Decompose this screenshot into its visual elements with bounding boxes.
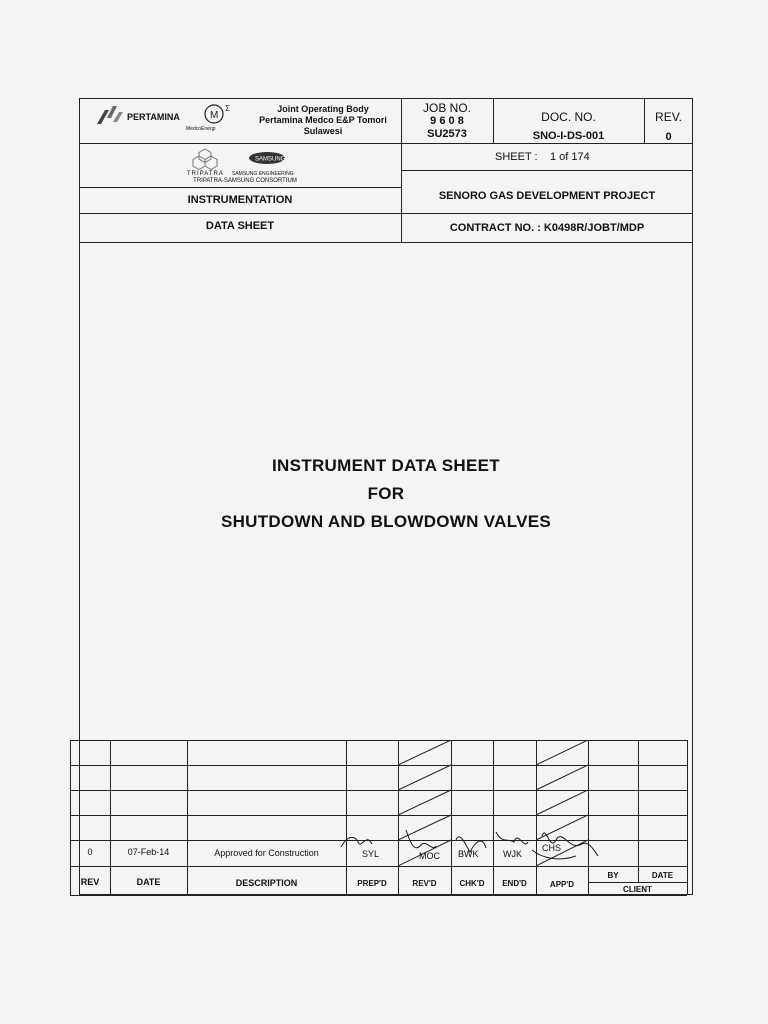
rev-col-3 (346, 740, 347, 895)
rev-grid-line-1 (70, 740, 687, 741)
rev-row-chkd: BWK (458, 849, 479, 859)
rev-row-rev: 0 (87, 847, 93, 857)
rev-value: 0 (665, 131, 672, 143)
rev-header-client: CLIENT (623, 885, 652, 894)
rev-grid-line-7 (70, 895, 687, 896)
rev-row-description: Approved for Construction (214, 848, 319, 858)
tripatra-text: TRIPATRA (187, 171, 224, 177)
rev-header-by: BY (607, 871, 619, 880)
header-row-line-4 (79, 213, 693, 214)
rev-label: REV. (655, 110, 682, 124)
consortium-text: TRIPATRA-SAMSUNG CONSORTIUM (193, 178, 297, 184)
header-row-line-5 (79, 242, 693, 243)
sheet-value: 1 of 174 (550, 151, 590, 163)
samsung-text: SAMSUNG ENGINEERING (232, 171, 294, 177)
doc-type: DATA SHEET (205, 220, 275, 232)
rev-col-2 (187, 740, 188, 895)
rev-col-0 (70, 740, 71, 895)
rev-grid-line-4 (70, 815, 687, 816)
handwritten-signatures (336, 822, 606, 868)
job-header-line-1: Joint Operating Body (277, 104, 369, 114)
rev-col-9 (638, 740, 639, 882)
sheet-label: SHEET : (495, 151, 538, 163)
rev-header-prepd: PREP'D (357, 879, 387, 888)
rev-header-description: DESCRIPTION (235, 878, 298, 888)
doc-no-label: DOC. NO. (541, 110, 596, 124)
rev-col-10 (687, 740, 688, 895)
job-no-sub: SU2573 (427, 128, 467, 140)
job-header-line-3: Sulawesi (303, 126, 343, 136)
title-line-3: SHUTDOWN AND BLOWDOWN VALVES (220, 512, 552, 531)
job-no-label: JOB NO. (422, 101, 471, 115)
svg-text:M: M (210, 110, 219, 121)
header-row-line-1 (79, 143, 693, 144)
rev-header-revd: REV'D (412, 879, 437, 888)
rev-header-client-date: DATE (651, 871, 674, 880)
rev-header-date: DATE (136, 877, 161, 887)
rev-row-appd: CHS (542, 843, 562, 853)
header-row-line-2 (401, 170, 693, 171)
rev-row-endd: WJK (503, 849, 522, 859)
medco-logo-text: MedcoEnergi (186, 126, 216, 132)
rev-header-endd: END'D (502, 879, 527, 888)
title-line-2: FOR (367, 484, 405, 503)
discipline: INSTRUMENTATION (187, 194, 293, 206)
rev-grid-line-3 (70, 790, 687, 791)
svg-text:Σ: Σ (225, 104, 230, 113)
contract-no: CONTRACT NO. : K0498R/JOBT/MDP (449, 222, 645, 234)
pertamina-logo-icon (95, 104, 125, 126)
rev-header-chkd: CHK'D (459, 879, 485, 888)
tripatra-logo-icon (192, 148, 218, 170)
rev-row-prepd: SYL (362, 849, 380, 859)
rev-grid-line-2 (70, 765, 687, 766)
title-line-1: INSTRUMENT DATA SHEET (272, 456, 500, 475)
client-split-line (588, 882, 687, 883)
rev-row-date: 07-Feb-14 (127, 847, 170, 857)
header-row-line-3 (79, 187, 401, 188)
pertamina-logo-text: PERTAMINA (127, 112, 180, 122)
job-no-value: 9 6 0 8 (430, 115, 464, 127)
rev-row-revd: MOC (419, 851, 440, 861)
doc-no-value: SNO-I-DS-001 (532, 130, 605, 142)
project-name: SENORO GAS DEVELOPMENT PROJECT (438, 190, 656, 202)
medco-logo-icon (203, 103, 233, 125)
job-header-line-2: Pertamina Medco E&P Tomori (259, 115, 387, 125)
svg-text:SAMSUNG: SAMSUNG (255, 156, 286, 163)
samsung-logo-icon (248, 151, 286, 165)
rev-header-rev: REV (80, 877, 100, 887)
rev-col-1 (110, 740, 111, 895)
rev-header-appd: APP'D (549, 880, 575, 889)
